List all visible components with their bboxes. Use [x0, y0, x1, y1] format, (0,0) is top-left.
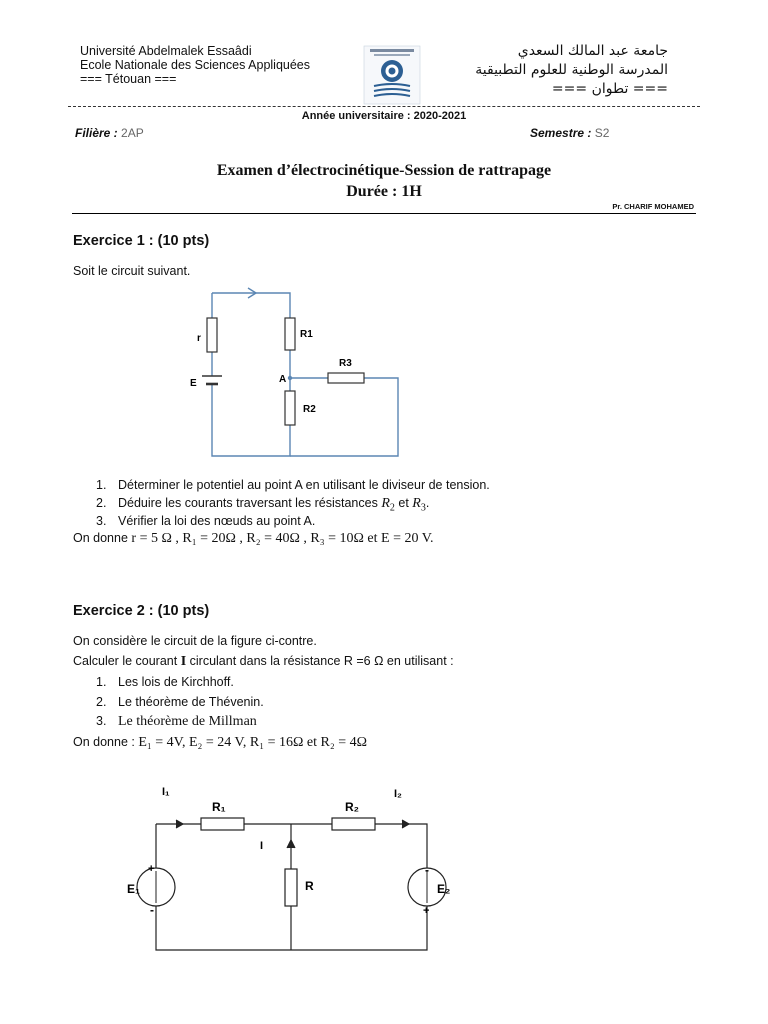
e2-minus: -	[425, 863, 429, 877]
q-number: 3.	[96, 714, 107, 728]
q-text: Vérifier la loi des nœuds au point A.	[118, 514, 316, 528]
academic-year: Année universitaire : 2020-2021	[301, 110, 467, 122]
given-values: E₁ = 4V, E₂ = 24 V, R₁ = 16Ω et R₂ = 4Ω	[138, 735, 367, 750]
given-values: r = 5 Ω , R₁ = 20Ω , R₂ = 40Ω , R₃ = 10Ω et E = 20 V.	[131, 531, 434, 546]
given-label: On donne	[73, 531, 128, 545]
exercise1-given-values	[73, 531, 434, 547]
circuit2-resistor-r1	[201, 818, 244, 830]
label-r1-c2: R₁	[212, 800, 226, 814]
exercise1-question-1	[96, 478, 490, 492]
city-name: === Tétouan ===	[80, 72, 177, 86]
given-label: On donne :	[73, 735, 135, 749]
var-r2-sub: 2	[389, 502, 395, 514]
q-and: et	[398, 496, 409, 510]
label-i: I	[260, 840, 264, 852]
label-e2: E₂	[437, 882, 451, 896]
university-name-arabic: جامعة عبد المالك السعدي	[517, 43, 668, 59]
professor-name: Pr. CHARIF MOHAMED	[612, 202, 694, 211]
exercise2-heading: Exercice 2 : (10 pts)	[73, 603, 210, 619]
q-number: 3.	[96, 514, 107, 528]
circuit2-source-e1	[137, 868, 175, 906]
exercise2-task	[73, 654, 454, 670]
label-i1: I₁	[162, 786, 170, 798]
var-r3-sub: 3	[420, 502, 426, 514]
var-r2: R	[381, 496, 390, 511]
q-text: Les lois de Kirchhoff.	[118, 675, 234, 689]
node-a-dot	[288, 376, 292, 380]
q-text: Le théorème de Thévenin.	[118, 695, 264, 709]
label-e1: E₁	[127, 882, 140, 896]
circuit1-resistor-r1	[285, 318, 295, 350]
label-r3: R3	[339, 358, 352, 369]
exercise2-question-2	[96, 695, 264, 709]
exercise2-intro: On considère le circuit de la figure ci-contre.	[73, 634, 317, 648]
task-post: circulant dans la résistance R =6 Ω en utilisant :	[189, 654, 454, 668]
q-text: Le théorème de Millman	[118, 714, 257, 729]
label-node-a: A	[279, 374, 287, 385]
circuit1-battery-e	[202, 376, 222, 384]
filiere-value: 2AP	[121, 126, 144, 140]
var-r3: R	[412, 496, 421, 511]
school-name-arabic: المدرسة الوطنية للعلوم التطبيقية	[475, 62, 668, 78]
q-number: 1.	[96, 675, 107, 689]
q-text: Déterminer le potentiel au point A en utilisant le diviseur de tension.	[118, 478, 490, 492]
exam-duration: Durée : 1H	[346, 183, 422, 200]
exercise1-question-2	[96, 496, 429, 514]
label-i2: I₂	[394, 788, 402, 800]
exercise2-question-1	[96, 675, 234, 689]
label-r1: R1	[300, 329, 313, 340]
circuit1-resistor-r2	[285, 391, 295, 425]
q-number: 1.	[96, 478, 107, 492]
task-pre: Calculer le courant	[73, 654, 178, 668]
semestre-value: S2	[594, 126, 610, 140]
university-name: Université Abdelmalek Essaâdi	[80, 44, 252, 58]
e2-plus: +	[423, 905, 430, 917]
label-e: E	[190, 378, 197, 389]
label-r-c2: R	[305, 879, 314, 893]
label-r2-c2: R₂	[345, 800, 359, 814]
exercise2-given-values	[73, 735, 367, 751]
label-r2: R2	[303, 404, 316, 415]
circuit1-resistor-r	[207, 318, 217, 352]
exercise1-intro: Soit le circuit suivant.	[73, 264, 191, 278]
q-number: 2.	[96, 496, 107, 510]
filiere-label: Filière :	[75, 126, 118, 140]
circuit2-resistor-r2	[332, 818, 375, 830]
exercise1-heading: Exercice 1 : (10 pts)	[73, 233, 210, 249]
e1-minus: -	[150, 903, 154, 917]
semestre-label: Semestre :	[530, 126, 592, 140]
e1-plus: +	[148, 863, 155, 875]
exercise1-question-3	[96, 514, 315, 528]
q-end: .	[425, 496, 430, 510]
q-text: Déduire les courants traversant les résistances	[118, 496, 378, 510]
task-var: I	[180, 654, 187, 669]
label-r: r	[197, 333, 201, 344]
school-name: Ecole Nationale des Sciences Appliquées	[80, 58, 311, 72]
q-number: 2.	[96, 695, 107, 709]
city-name-arabic: === تطوان ===	[551, 81, 668, 97]
circuit2-resistor-r	[285, 869, 297, 906]
circuit1-resistor-r3	[328, 373, 364, 383]
exercise2-question-3	[96, 714, 257, 730]
exam-title: Examen d’électrocinétique-Session de rattrapage	[216, 162, 552, 179]
